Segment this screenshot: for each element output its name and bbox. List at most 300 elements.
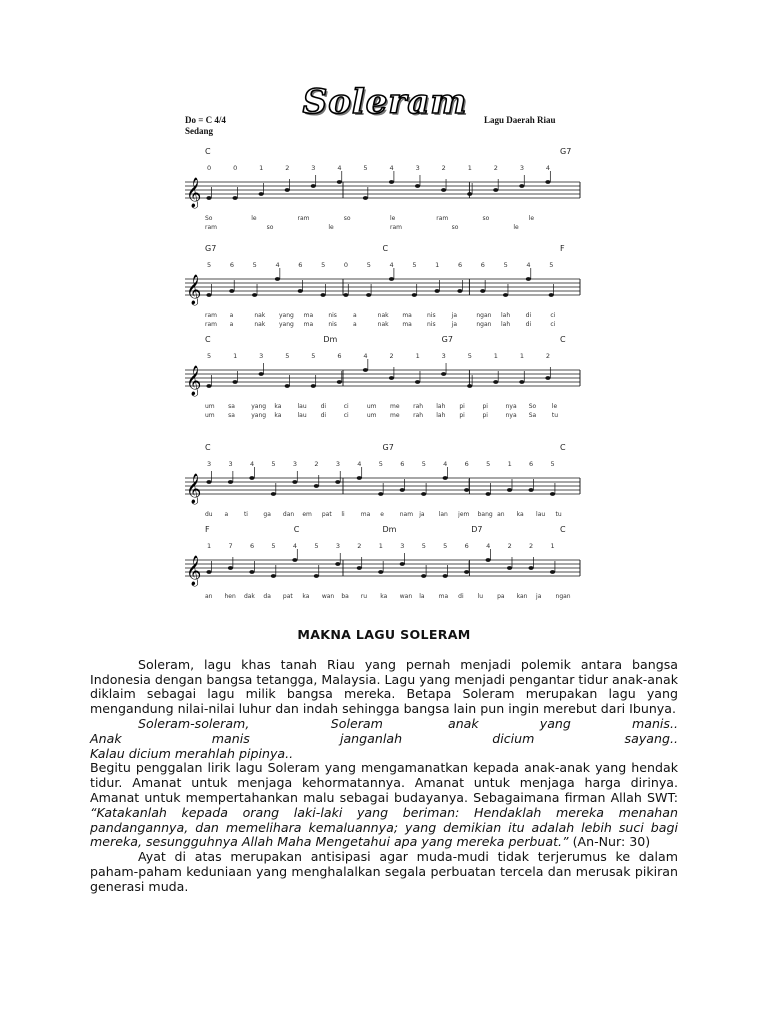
chord-symbol: G7 [560, 147, 572, 156]
chord-symbol: C [205, 147, 211, 156]
note-head [259, 372, 264, 376]
lyric-syllable: um [366, 412, 377, 419]
lyric-syllable: sa [228, 403, 235, 410]
note-head [443, 476, 448, 480]
cipher-number: 3 [335, 460, 340, 468]
lyric-syllable: ram [205, 321, 217, 328]
lyric-syllable: ti [243, 511, 248, 518]
note-head [486, 492, 491, 496]
lyric-syllable: um [205, 403, 215, 410]
lyric-line-1: Soleram-soleram, Soleram anak yang manis.. [138, 715, 678, 731]
note-head [232, 380, 237, 384]
cipher-number: 4 [275, 261, 280, 269]
note-head [314, 484, 319, 488]
note-head [464, 570, 469, 574]
lyric-syllable: ru [360, 593, 368, 600]
lyric-syllable: yang [251, 403, 267, 410]
cipher-number: 2 [545, 352, 551, 360]
lyric-syllable: Sa [528, 412, 537, 419]
note-head [467, 384, 472, 388]
lyric-syllable: nis [427, 321, 436, 328]
lyric-syllable: li [341, 511, 345, 518]
lyric-syllable: yang [251, 412, 267, 419]
cipher-number: 4 [249, 460, 255, 468]
note-head [389, 376, 394, 380]
lyric-syllable: so [343, 215, 351, 222]
cipher-number: 5 [412, 261, 417, 269]
note-head [249, 476, 254, 480]
note-head [271, 492, 276, 496]
lyric-syllable: le [251, 215, 257, 222]
cipher-number: 0 [233, 164, 238, 172]
lyric-syllable: ngan [476, 312, 492, 319]
chord-symbol: G7 [441, 335, 453, 344]
chord-symbol: F [205, 525, 210, 534]
lyric-syllable: nam [399, 511, 414, 518]
note-head [550, 492, 555, 496]
note-head [480, 289, 485, 293]
lyric-syllable: ci [343, 403, 349, 410]
note-head [271, 574, 276, 578]
cipher-number: 1 [467, 164, 472, 172]
cipher-number: 2 [389, 352, 394, 360]
lyric-syllable: a [353, 321, 357, 328]
cipher-number: 3 [207, 460, 212, 468]
lyric-syllable: ngan [476, 321, 492, 328]
note-head [252, 293, 257, 297]
chord-symbol: F [560, 244, 565, 253]
cipher-number: 6 [480, 261, 485, 269]
lyric-syllable: ci [550, 312, 556, 319]
lyric-syllable: le [328, 224, 334, 231]
chord-symbol: Dm [382, 525, 397, 534]
treble-clef-icon: 𝄞 [186, 556, 202, 586]
lyric-syllable: ka [274, 403, 282, 410]
chord-symbol: C [293, 525, 300, 534]
note-head [415, 380, 420, 384]
note-head [249, 570, 254, 574]
note-head [421, 492, 426, 496]
cipher-number: 1 [207, 542, 212, 550]
cipher-number: 4 [292, 542, 298, 550]
lyric-syllable: yang [279, 312, 294, 319]
cipher-number: 1 [519, 352, 524, 360]
note-head [206, 480, 211, 484]
cipher-number: 3 [441, 352, 446, 360]
lyric-syllable: an [497, 511, 505, 518]
cipher-number: 3 [519, 164, 524, 172]
cipher-number: 5 [421, 542, 426, 550]
chord-symbol: C [205, 335, 211, 344]
cipher-number: 5 [486, 460, 491, 468]
lyric-syllable: tu [551, 412, 559, 419]
note-head [528, 566, 533, 570]
cipher-number: 1 [259, 164, 264, 172]
note-head [421, 574, 426, 578]
treble-clef-icon: 𝄞 [186, 366, 202, 396]
lyric-syllable: nak [254, 321, 266, 328]
cipher-number: 5 [285, 352, 290, 360]
chord-symbol: G7 [382, 443, 394, 452]
lyric-syllable: lah [436, 403, 446, 410]
article [90, 628, 678, 895]
lyric-syllable: So [205, 215, 213, 222]
cipher-number: 5 [207, 261, 212, 269]
lyric-syllable: um [205, 412, 215, 419]
lyric-syllable: a [353, 312, 357, 319]
lyric-syllable: ram [436, 215, 449, 222]
note-head [486, 558, 491, 562]
note-head [493, 188, 498, 192]
lyric-syllable: di [525, 321, 532, 328]
cipher-number: 2 [441, 164, 446, 172]
note-head [335, 562, 340, 566]
lyric-syllable: pi [482, 403, 488, 410]
note-head [298, 289, 303, 293]
lyric-syllable: an [205, 593, 213, 600]
note-head [443, 574, 448, 578]
lyric-syllable: lau [297, 403, 307, 410]
lyric-syllable: me [390, 412, 400, 419]
cipher-number: 5 [443, 542, 448, 550]
lyric-syllable: a [229, 321, 234, 328]
cipher-number: 4 [486, 542, 491, 550]
lyric-syllable: nak [254, 312, 266, 319]
note-head [259, 192, 264, 196]
lyric-syllable: ka [302, 593, 310, 600]
lyric-syllable: rah [413, 412, 424, 419]
cipher-number: 4 [545, 164, 551, 172]
note-head [285, 384, 290, 388]
cipher-number: 1 [415, 352, 420, 360]
cipher-number: 0 [207, 164, 212, 172]
lyric-syllable: so [451, 224, 459, 231]
cipher-number: 3 [311, 164, 316, 172]
lyric-syllable: So [528, 403, 537, 410]
lyric-syllable: a [229, 312, 234, 319]
note-head [545, 376, 550, 380]
lyric-syllable: ma [303, 321, 314, 328]
note-head [314, 574, 319, 578]
note-head [343, 293, 348, 297]
lyric-syllable: ma [402, 312, 412, 319]
note-head [412, 293, 417, 297]
lyric-syllable: nis [328, 321, 337, 328]
lyric-syllable: e [380, 511, 384, 518]
lyric-syllable: ja [451, 321, 458, 328]
lyric-syllable: ci [550, 321, 556, 328]
lyric-syllable: ram [297, 215, 310, 222]
cipher-number: 0 [343, 261, 349, 269]
article-heading: MAKNA LAGU SOLERAM [297, 627, 471, 642]
lyric-syllable: pat [282, 593, 293, 600]
lyric-syllable: lau [536, 511, 546, 518]
note-head [400, 488, 405, 492]
note-head [507, 566, 512, 570]
cipher-number: 5 [467, 352, 472, 360]
amanat-text: Begitu penggalan lirik lagu Soleram yang mengamanatkan kepada anak-anak yang hendak tidur. Amanat untuk menjaga kehormatannya. Amanat untuk menjaga harga dirinya. Amanat untuk mempertahankan malu sebagai budayanya. Sebagaimana firman Allah SWT: [90, 760, 678, 805]
note-head [493, 380, 498, 384]
cipher-number: 4 [443, 460, 448, 468]
cipher-number: 1 [233, 352, 238, 360]
note-head [228, 480, 233, 484]
paragraph-closing: Ayat di atas merupakan antisipasi agar muda-mudi tidak terjerumus ke dalam paham-paham keduniaan yang menghalalkan segala perbuatan tercela dan merusak pikiran generasi muda. [90, 849, 678, 894]
lyric-syllable: a [224, 511, 229, 518]
cipher-number: 5 [271, 460, 276, 468]
note-head [206, 196, 211, 200]
cipher-number: 2 [529, 542, 534, 550]
lyric-syllable: lau [297, 412, 307, 419]
note-head [503, 293, 508, 297]
note-head [549, 293, 554, 297]
lyric-syllable: nis [328, 312, 337, 319]
lyric-syllable: ka [516, 511, 524, 518]
cipher-number: 4 [337, 164, 342, 172]
note-head [206, 570, 211, 574]
note-head [357, 566, 362, 570]
cipher-number: 5 [271, 542, 276, 550]
cipher-number: 2 [314, 460, 319, 468]
cipher-number: 3 [400, 542, 405, 550]
cipher-number: 1 [378, 542, 383, 550]
cipher-number: 3 [415, 164, 420, 172]
note-head [441, 188, 446, 192]
cipher-number: 4 [389, 261, 394, 269]
lyric-syllable: bang [477, 511, 493, 518]
lyric-syllable: ma [438, 593, 449, 600]
cipher-number: 1 [507, 460, 512, 468]
lyric-syllable: em [302, 511, 312, 518]
note-head [415, 184, 420, 188]
note-head [337, 180, 342, 184]
note-head [292, 480, 297, 484]
note-head [206, 384, 211, 388]
cipher-number: 2 [507, 542, 512, 550]
cipher-number: 4 [357, 460, 362, 468]
lyric-syllable: ma [303, 312, 314, 319]
chord-symbol: C [560, 443, 566, 452]
cipher-number: 2 [493, 164, 498, 172]
lyric-syllable: um [366, 403, 377, 410]
cipher-number: 5 [550, 460, 555, 468]
note-head [337, 380, 342, 384]
note-head [400, 562, 405, 566]
cipher-number: 7 [228, 542, 233, 550]
lyric-syllable: lu [477, 593, 484, 600]
lyric-syllable: ma [402, 321, 412, 328]
cipher-number: 6 [298, 261, 303, 269]
quran-reference: (An-Nur: 30) [568, 834, 651, 850]
treble-clef-icon: 𝄞 [186, 275, 202, 305]
cipher-number: 6 [457, 261, 463, 269]
lyric-syllable: di [525, 312, 532, 319]
chord-symbol: Dm [323, 335, 338, 344]
lyric-syllable: le [528, 215, 535, 222]
cipher-number: 1 [550, 542, 555, 550]
song-title: Soleram [302, 82, 468, 122]
lyric-syllable: lan [438, 511, 448, 518]
lyric-syllable: nak [377, 321, 389, 328]
note-head [389, 180, 394, 184]
cipher-number: 6 [249, 542, 255, 550]
cipher-number: 2 [357, 542, 362, 550]
lyric-syllable: ram [390, 224, 402, 231]
note-head [335, 480, 340, 484]
lyric-line-3: Kalau dicium merahlah pipinya.. [90, 745, 294, 761]
lyric-syllable: pat [321, 511, 332, 518]
note-head [526, 277, 531, 281]
cipher-number: 2 [285, 164, 290, 172]
lyric-syllable: sa [228, 412, 235, 419]
paragraph-amanat [90, 761, 678, 850]
paragraph-intro: Soleram, lagu khas tanah Riau yang pernah menjadi polemik antara bangsa Indonesia dengan bangsa tetangga, Malaysia. Lagu yang menjadi pengantar tidur anak-anak diklaim sebagai lagu milik bangsa mereka. Betapa Soleram merupakan lagu yang mengandung nilai-nilai luhur dan indah sehingga bangsa lain pun ingin merebut dari Ibunya. [90, 656, 678, 717]
lyric-syllable: di [320, 403, 327, 410]
lyric-syllable: ba [341, 593, 349, 600]
note-head [545, 180, 550, 184]
note-head [441, 372, 446, 376]
lyric-syllable: di [320, 412, 327, 419]
chord-symbol: C [205, 443, 211, 452]
note-head [378, 492, 383, 496]
lyric-syllable: ga [263, 511, 271, 518]
note-head [519, 380, 524, 384]
cipher-number: 4 [389, 164, 394, 172]
lyric-syllable: rah [413, 403, 424, 410]
note-head [229, 289, 234, 293]
cipher-number: 5 [311, 352, 316, 360]
lyric-syllable: dak [243, 593, 255, 600]
cipher-number: 4 [526, 261, 531, 269]
lyric-syllable: wan [321, 593, 335, 600]
lyric-syllable: tu [555, 511, 562, 518]
lyric-syllable: lah [501, 312, 511, 319]
lyric-syllable: lah [501, 321, 511, 328]
cipher-number: 5 [207, 352, 212, 360]
cipher-number: 1 [493, 352, 498, 360]
lyric-syllable: ngan [555, 593, 571, 600]
note-head [389, 277, 394, 281]
cipher-number: 6 [464, 460, 469, 468]
chord-symbol: C [382, 244, 389, 253]
lyric-syllable: wan [399, 593, 413, 600]
note-head [363, 368, 368, 372]
cipher-number: 3 [292, 460, 298, 468]
note-head [357, 476, 362, 480]
cipher-number: 6 [400, 460, 405, 468]
note-head [292, 558, 297, 562]
note-head [550, 570, 555, 574]
cipher-number: 3 [335, 542, 340, 550]
treble-clef-icon: 𝄞 [186, 178, 202, 208]
lyric-syllable: le [513, 224, 519, 231]
lyric-syllable: nis [427, 312, 436, 319]
cipher-number: 5 [503, 261, 508, 269]
lyric-syllable: du [205, 511, 213, 518]
lyric-syllable: le [390, 215, 396, 222]
cipher-number: 5 [363, 164, 368, 172]
lyric-syllable: nak [377, 312, 389, 319]
lyric-syllable: so [266, 224, 274, 231]
lyric-line-2: Anak manis janganlah dicium sayang.. [90, 730, 678, 746]
lyric-syllable: yang [279, 321, 294, 328]
key-signature: Do = C 4/4 [185, 115, 226, 125]
note-head [228, 566, 233, 570]
cipher-number: 3 [259, 352, 264, 360]
note-head [528, 488, 533, 492]
cipher-number: 5 [321, 261, 326, 269]
note-head [232, 196, 237, 200]
lyric-syllable: ram [205, 312, 217, 319]
lyric-syllable: dan [282, 511, 295, 518]
lyric-syllable: jem [458, 511, 470, 518]
cipher-number: 5 [549, 261, 554, 269]
lyric-syllable: pi [459, 403, 465, 410]
lyric-syllable: ka [380, 593, 388, 600]
lyric-syllable: ka [274, 412, 282, 419]
note-head [311, 384, 316, 388]
lyric-syllable: pa [497, 593, 505, 600]
lyric-syllable: ci [343, 412, 349, 419]
note-head [435, 289, 440, 293]
note-head [285, 188, 290, 192]
note-head [467, 192, 472, 196]
note-head [206, 293, 211, 297]
lyric-syllable: di [458, 593, 464, 600]
cipher-number: 4 [363, 352, 368, 360]
lyric-syllable: ma [360, 511, 371, 518]
treble-clef-icon: 𝄞 [186, 474, 202, 504]
cipher-number: 6 [529, 460, 534, 468]
lyric-syllable: pi [459, 412, 465, 419]
chord-symbol: C [560, 525, 566, 534]
note-head [366, 293, 371, 297]
note-head [457, 289, 462, 293]
quran-quote: “Katakanlah kepada orang laki-laki yang beriman: Hendaklah mereka menahan pandangannya, dan memelihara kemaluannya; yang demikian itu adalah lebih suci bagi mereka, sesungguhnya Allah Maha Mengetahui apa yang mereka perbuat.” [90, 804, 678, 850]
lyric-syllable: ram [205, 224, 217, 231]
lyric-syllable: me [390, 403, 400, 410]
cipher-number: 5 [378, 460, 383, 468]
lyric-syllable: le [551, 403, 558, 410]
lyric-syllable: pi [482, 412, 488, 419]
cipher-number: 5 [314, 542, 319, 550]
cipher-number: 6 [464, 542, 469, 550]
note-head [519, 184, 524, 188]
lyric-syllable: ja [536, 593, 542, 600]
lyric-syllable: lah [436, 412, 446, 419]
note-head [378, 570, 383, 574]
cipher-number: 1 [435, 261, 440, 269]
cipher-number: 5 [366, 261, 371, 269]
lyric-syllable: nya [505, 403, 517, 410]
note-head [311, 184, 316, 188]
note-head [275, 277, 280, 281]
note-head [507, 488, 512, 492]
cipher-number: 5 [252, 261, 257, 269]
lyric-syllable: da [263, 593, 271, 600]
lyric-syllable: so [482, 215, 490, 222]
lyric-syllable: hen [224, 593, 236, 600]
lyric-syllable: la [419, 593, 425, 600]
cipher-number: 5 [421, 460, 426, 468]
note-head [363, 196, 368, 200]
cipher-number: 3 [228, 460, 233, 468]
note-head [320, 293, 325, 297]
lyric-syllable: kan [516, 593, 528, 600]
cipher-number: 6 [337, 352, 342, 360]
song-origin: Lagu Daerah Riau [484, 115, 556, 125]
chord-symbol: C [560, 335, 566, 344]
lyric-syllable: ja [419, 511, 425, 518]
